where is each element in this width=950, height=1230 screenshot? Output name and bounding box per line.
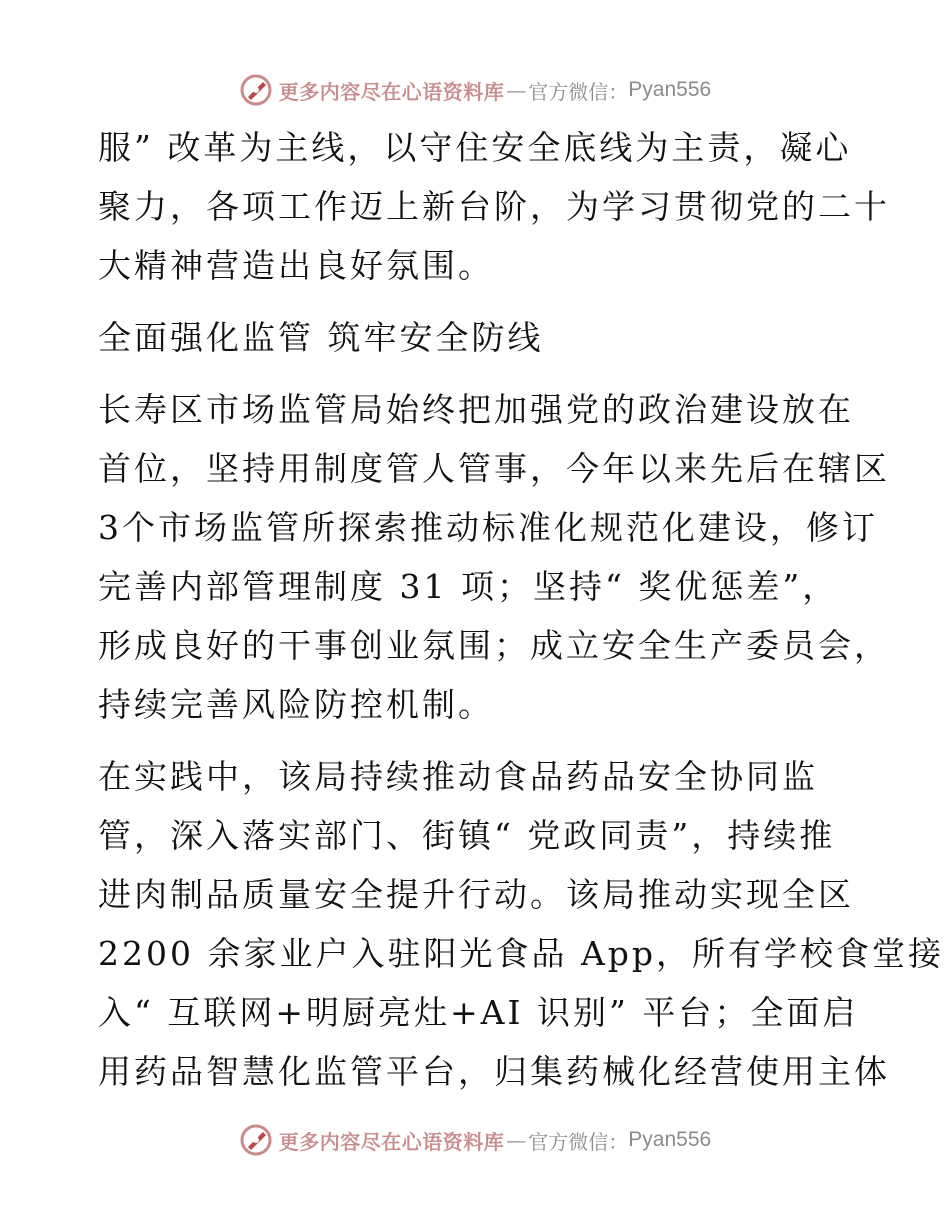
pen-logo-icon: [239, 1123, 273, 1157]
text-line: 服” 改革为主线，以守住安全底线为主责，凝心: [98, 128, 852, 167]
paragraph: [98, 380, 890, 734]
text-line: 入“ 互联网+明厨亮灶+AI 识别” 平台；全面启: [98, 993, 859, 1032]
text-line: 完善内部管理制度 31 项；坚持“ 奖优惩差”，: [98, 567, 839, 606]
text-line: 聚力，各项工作迈上新台阶，为学习贯彻党的二十: [98, 187, 890, 226]
wechat-label: 官方微信：: [528, 79, 629, 104]
section-heading: [98, 308, 868, 367]
brand-text: 更多内容尽在心语资料库: [278, 1129, 505, 1154]
text-line: 3个市场监管所探索推动标准化规范化建设，修订: [98, 508, 878, 547]
document-body: [98, 118, 945, 1101]
footer-watermark: [0, 1120, 950, 1160]
separator: —: [506, 78, 527, 102]
text-line: 形成良好的干事创业氛围；成立安全生产委员会，: [98, 626, 890, 665]
pen-logo-icon: [239, 73, 273, 107]
text-line: 用药品智慧化监管平台，归集药械化经营使用主体: [98, 1052, 890, 1091]
text-line: 在实践中，该局持续推动食品药品安全协同监: [98, 757, 818, 796]
wechat-label: 官方微信：: [528, 1129, 629, 1154]
text-line: 进肉制品质量安全提升行动。该局推动实现全区: [98, 875, 854, 914]
paragraph: [98, 747, 945, 1101]
wechat-id: Pyan556: [628, 1128, 712, 1151]
brand-text: 更多内容尽在心语资料库: [278, 79, 505, 104]
text-line: 长寿区市场监管局始终把加强党的政治建设放在: [98, 390, 854, 429]
header-watermark: [0, 70, 950, 110]
wechat-id: Pyan556: [628, 78, 712, 101]
heading-line: 全面强化监管 筑牢安全防线: [98, 318, 544, 357]
separator: —: [506, 1128, 527, 1152]
text-line: 首位，坚持用制度管人管事，今年以来先后在辖区: [98, 449, 890, 488]
text-line: 持续完善风险防控机制。: [98, 685, 494, 724]
text-line: 2200 余家业户入驻阳光食品 App，所有学校食堂接: [98, 934, 945, 973]
text-line: 大精神营造出良好氛围。: [98, 246, 494, 285]
text-line: 管，深入落实部门、街镇“ 党政同责”，持续推: [98, 816, 836, 855]
paragraph: [98, 118, 890, 295]
